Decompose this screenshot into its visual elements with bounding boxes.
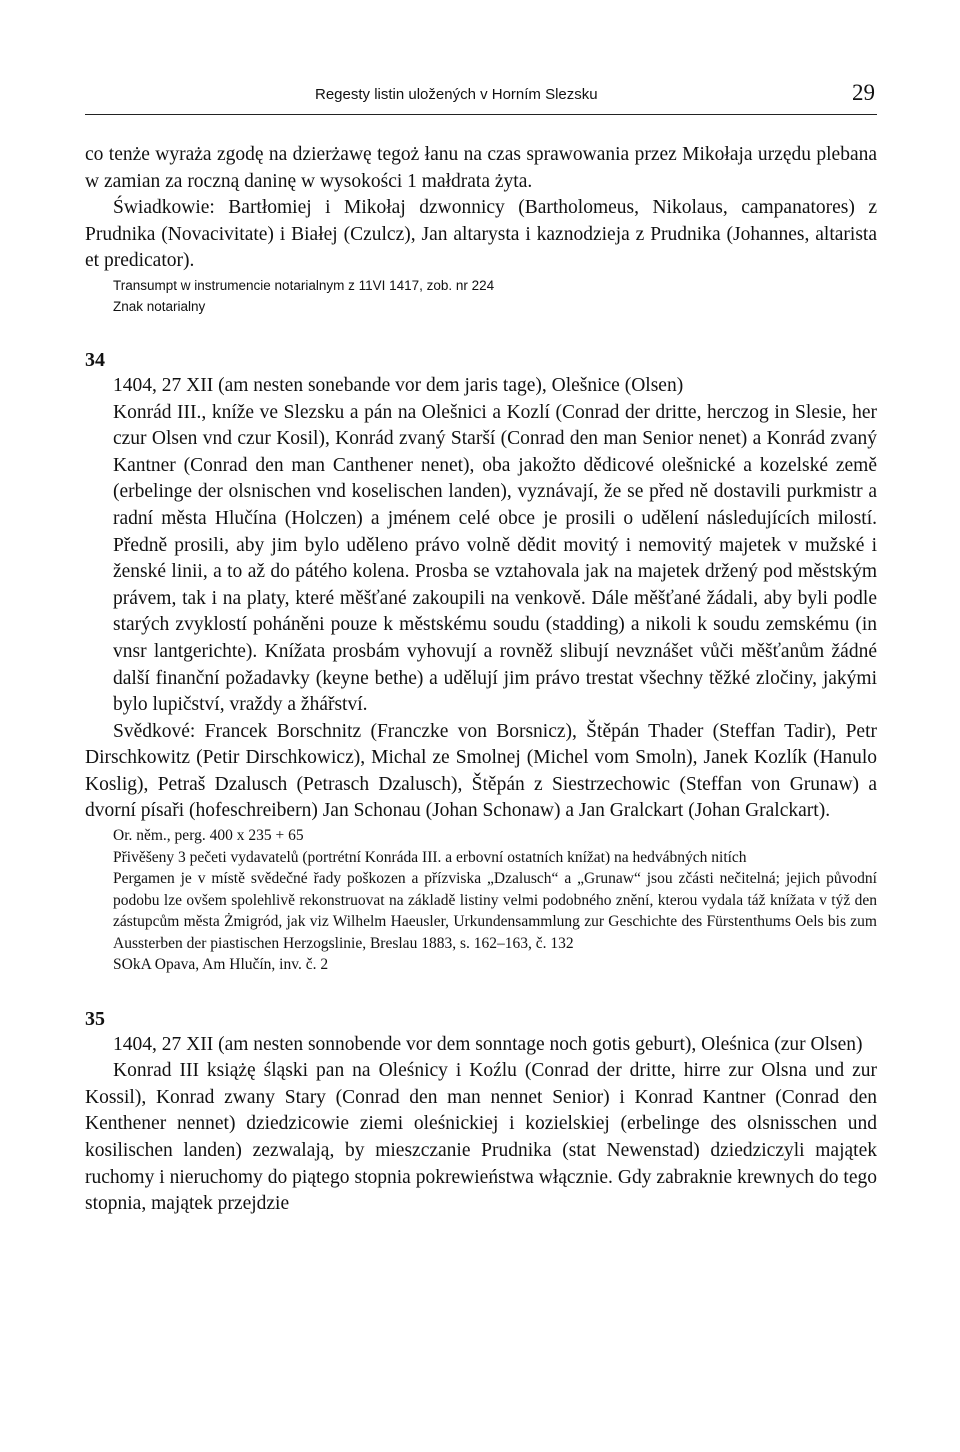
entry-number-35: 35	[85, 1007, 105, 1030]
entry-34-note-original: Or. něm., perg. 400 x 235 + 65	[113, 827, 304, 845]
page	[85, 0, 877, 1452]
continuation-note-sign: Znak notarialny	[113, 298, 206, 314]
entry-number-34: 34	[85, 348, 105, 371]
continuation-note-transumpt: Transumpt w instrumencie notarialnym z 11VI 1417, zob. nr 224	[113, 277, 495, 293]
entry-34-body	[85, 400, 877, 719]
entry-34-dateline: 1404, 27 XII (am nesten sonebande vor dem jaris tage), Olešnice (Olsen)	[113, 374, 684, 396]
page-body	[85, 142, 877, 1218]
entry-34-note-seals: Přivěšeny 3 pečeti vydavatelů (portrétní Konráda III. a erbovní ostatních knížat) na hedvábných nitích	[113, 848, 747, 866]
entry-34-body-text: Konrád III., kníže ve Slezsku a pán na Olešnici a Kozlí (Conrad der dritte, herczog in Slesie, her czur Olsen vnd czur Kosil), Konrád zvaný Starší (Conrad den man Senior nenet) a Konrád zvaný Kantner (Conrad den man Canthener nenet), oba jakožto dědicové olešnické a kozelské země (erbelinge der olsnischen vnd koselischen landen), vyznávají, že se před ně dostavili purkmistr a radní města Hlučína (Holczen) a jménem celé obce je prosili o udělení následujících milostí. Předně prosili, aby jim bylo uděleno právo volně dědit movitý i nemovitý majetek v mužské i ženské linii, a to až do pátého kolena. Prosba se vztahovala jak na majetek držený pod městským právem, tak i na platy, které měšťané zakoupili na venkově. Dále měšťané žádali, aby byli podle starých zvyklostí poháněni pouze k městskému soudu (stadding) a nikoli k soudu zemskému (in vnsr lantgerichte). Knížata prosbám vyhovují a rovněž slibují nevznášet vůči měšťanům žádné další finanční požadavky (keyne bethe) a udělují jim právo trestat všechny těžké zločiny, jakými bylo lupičství, vraždy a žhářství.	[113, 401, 877, 716]
entry-34-note-archive: SOkA Opava, Am Hlučín, inv. č. 2	[113, 956, 329, 974]
continuation-witnesses: Świadkowie: Bartłomiej i Mikołaj dzwonnicy (Bartholomeus, Nikolaus, campanatores) z Prudnika (Novacivitate) i Białej (Czulcz), Jan altarysta i kaznodzieja z Prudnika (Johannes, altarista et predicator).	[85, 197, 877, 272]
entry-35-dateline: 1404, 27 XII (am nesten sonnobende vor dem sonntage noch gotis geburt), Oleśnica (zur Olsen)	[113, 1033, 863, 1055]
entry-34-note-damage: Pergamen je v místě svědečné řady poškozen a přízviska „Dzalusch“ a „Grunaw“ jsou zčásti nečitelná; jejich původní podobu lze ovšem spolehlivě rekonstruovat na základě listiny velmi podobného znění, kterou vydala táž knížata v týž den zástupcům města Żmigród, jak viz Wilhelm Haeusler, Urkundensammlung zur Geschichte des Fürstenthums Oels bis zum Aussterben der piastischen Herzogslinie, Breslau 1883, s. 162–163, č. 132	[113, 870, 877, 952]
page-number: 29	[852, 80, 875, 105]
entry-35-body: Konrad III książę śląski pan na Oleśnicy i Koźlu (Conrad der dritte, hirre zur Olsna und zur Kossil), Konrad zwany Stary (Conrad den man nennet Senior) i Konrad Kantner (Conrad den Kenthener nennet) dziedzicowie ziemi oleśnickiej i kozielskiej (erbelinge des olsnisschen und kosilischen landen) zezwalają, by mieszczanie Prudnika (stat Newenstad) dziedziczyli majątek ruchomy i nieruchomy do piątego stopnia pokrewieństwa włącznie. Gdy zabraknie krewnych do tego stopnia, majątek przejdzie	[85, 1060, 877, 1215]
running-header	[85, 80, 877, 115]
entry-34-notes	[85, 825, 877, 976]
continuation-paragraph: co tenże wyraża zgodę na dzierżawę tegoż łanu na czas sprawowania przez Mikołaja urzędu plebana w zamian za roczną daninę w wysokości 1 małdrata żyta.	[85, 144, 877, 192]
running-title: Regesty listin uložených v Horním Slezsku	[315, 86, 598, 103]
entry-34-witnesses: Svědkové: Francek Borschnitz (Franczke von Borsnicz), Štěpán Thader (Steffan Tadir), Petr Dirschkowitz (Petir Dirschkowicz), Michal ze Smolnej (Michel vom Smoln), Janek Kozlík (Hanulo Koslig), Petraš Dzalusch (Petrasch Dzalusch), Štěpán z Siestrzechowic (Steffan von Grunaw) a dvorní písaři (hofeschreibern) Jan Schonau (Johan Schonaw) a Jan Gralckart (Johan Gralckart).	[85, 720, 877, 822]
